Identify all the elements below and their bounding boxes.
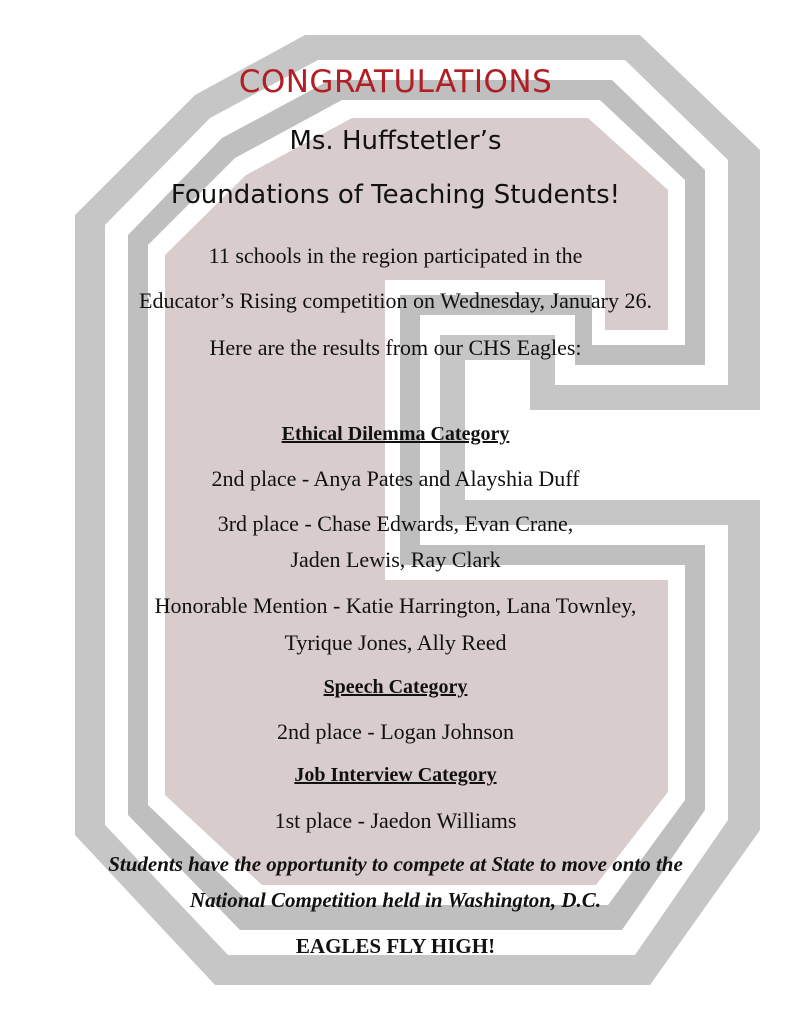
- speech-result-1: 2nd place - Logan Johnson: [276, 719, 515, 744]
- ethical-result-1: 2nd place - Anya Pates and Alayshia Duff: [211, 466, 580, 491]
- intro-line-1: 11 schools in the region participated in the: [208, 243, 583, 268]
- congratulations-title: CONGRATULATIONS: [238, 64, 553, 100]
- intro-line-2: Educator’s Rising competition on Wednesday, January 26.: [139, 288, 652, 313]
- ethical-result-2: 3rd place - Chase Edwards, Evan Crane,: [217, 511, 574, 536]
- program-name: Foundations of Teaching Students!: [170, 180, 621, 210]
- teacher-name: Ms. Huffstetler’s: [289, 126, 502, 156]
- interview-category-title: Job Interview Category: [294, 764, 497, 786]
- intro-line-3: Here are the results from our CHS Eagles:: [209, 335, 582, 360]
- ethical-result-4: Honorable Mention - Katie Harrington, Lana Townley,: [154, 593, 637, 618]
- ethical-category-title: Ethical Dilemma Category: [281, 423, 510, 445]
- interview-result-1: 1st place - Jaedon Williams: [274, 808, 517, 833]
- state-note-line-2: National Competition held in Washington, D.C.: [189, 888, 602, 912]
- speech-category-title: Speech Category: [323, 676, 468, 698]
- ethical-result-3: Jaden Lewis, Ray Clark: [290, 547, 501, 572]
- closing-slogan: EAGLES FLY HIGH!: [295, 934, 496, 958]
- ethical-result-5: Tyrique Jones, Ally Reed: [284, 630, 507, 655]
- state-note-line-1: Students have the opportunity to compete at State to move onto the: [108, 852, 683, 876]
